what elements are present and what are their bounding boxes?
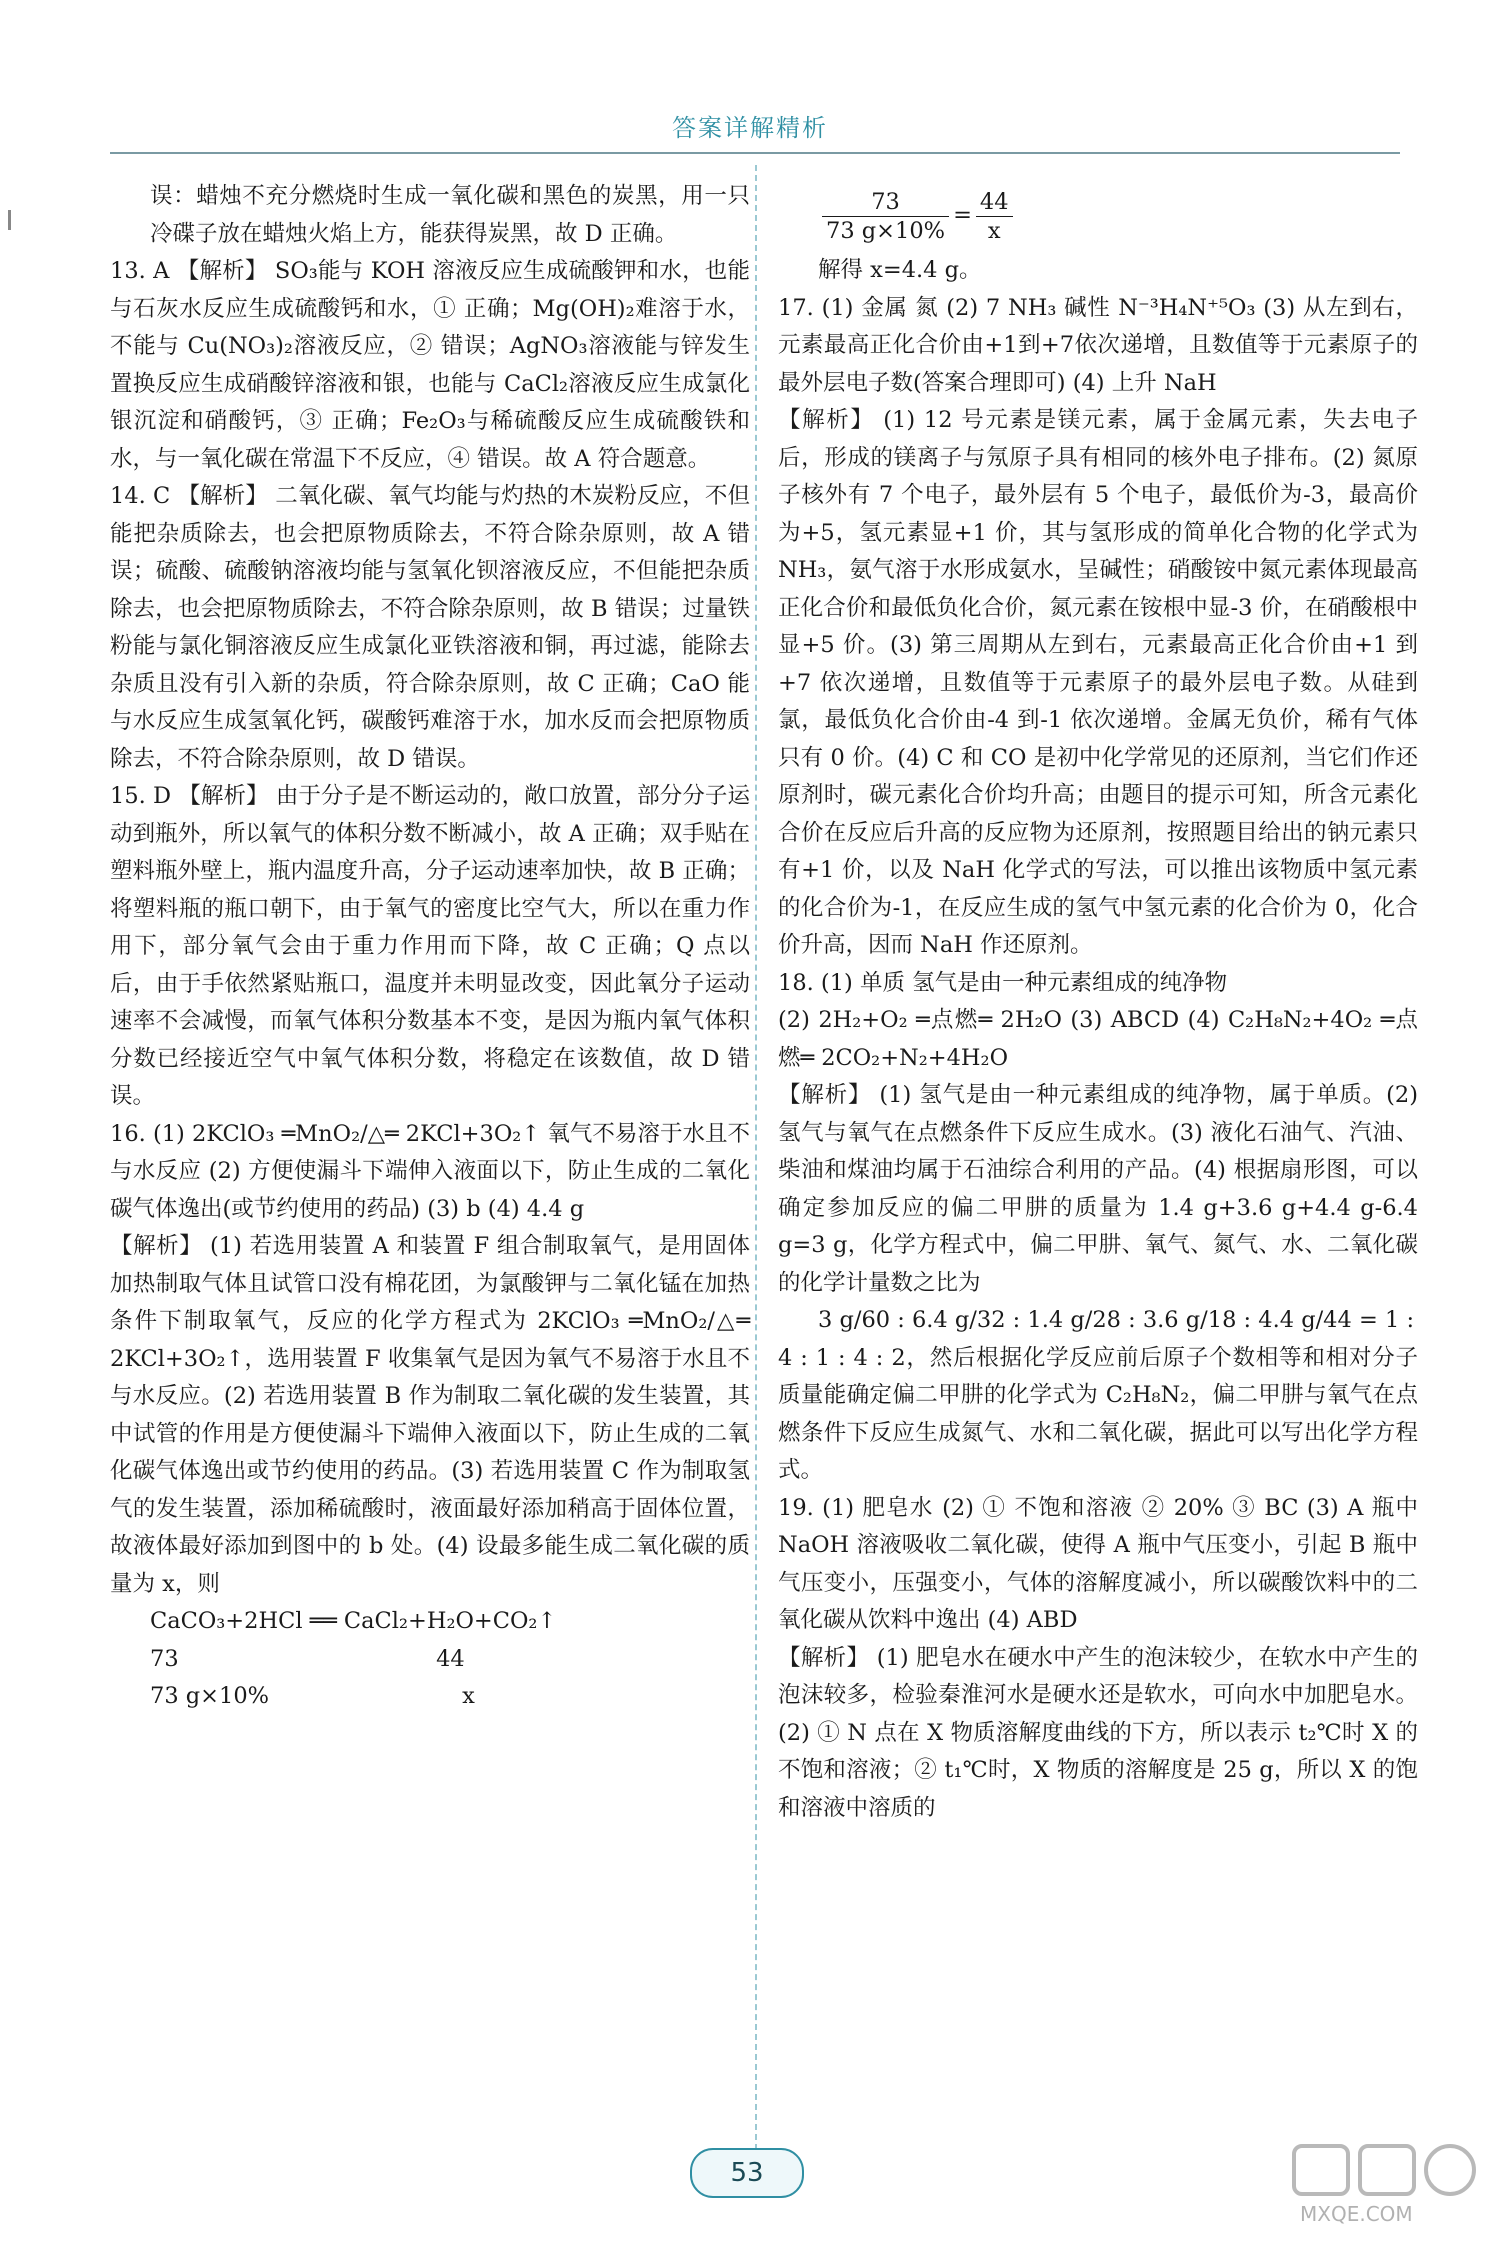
analysis-16: 【解析】 (1) 若选用装置 A 和装置 F 组合制取氧气，是用固体加热制取气体且试管口没有棉花团，为氯酸钾与二氧化锰在加热条件下制取氧气，反应的化学方程式为 2KClO₃ ═MnO₂/△═ 2KCl+3O₂↑，选用装置 F 收集氧气是因为氧气不易溶于水且不与水反应。(2) 若选用装置 B 作为制取二氧化碳的发生装置，其中试管的作用是方便使漏斗下端伸入液面以下，防止生成的二氧化碳气体逸出或节约使用的药品。(3) 若选用装置 C 作为制取氢气的发生装置，添加稀硫酸时，液面最好添加稍高于固体位置，故液体最好添加到图中的 b 处。(4) 设最多能生成二氧化碳的质量为 x，则 (110, 1233, 750, 1597)
equation-value-line: 73 g×10% x (150, 1683, 475, 1709)
answer-17: 17. (1) 金属 氮 (2) 7 NH₃ 碱性 N⁻³H₄N⁺⁵O₃ (3) 从左到右，元素最高正化合价由+1到+7依次递增，且数值等于元素原子的最外层电子数(答案合理即可) (4) 上升 NaH (778, 294, 1418, 396)
equation-mass-line: 73 44 (150, 1645, 465, 1672)
watermark-text: MXQE.COM (1300, 2202, 1413, 2226)
proportion-equation: $\frac{73}{73 g\times 10\%}$ = $\frac{44}{x}$ (778, 178, 1418, 252)
answer-19: 19. (1) 肥皂水 (2) ① 不饱和溶液 ② 20% ③ BC (3) A 瓶中 NaOH 溶液吸收二氧化碳，使得 A 瓶中气压变小，引起 B 瓶中气压变小，压强变小，气体的溶解度减小，所以碳酸饮料中的二氧化碳从饮料中逸出 (4) ABD (778, 1494, 1418, 1633)
page-header: 答案详解精析 (672, 114, 828, 142)
watermark-logo (1290, 2140, 1490, 2230)
fraction: $\frac{44}{x}$ (976, 188, 1013, 245)
answer-13: 13. A 【解析】 SO₃能与 KOH 溶液反应生成硫酸钾和水，也能与石灰水反应生成硫酸钙和水，① 正确；Mg(OH)₂难溶于水，不能与 Cu(NO₃)₂溶液反应，② 错误；AgNO₃溶液能与锌发生置换反应生成硝酸锌溶液和银，也能与 CaCl₂溶液反应生成氯化银沉淀和硝酸钙，③ 正确；Fe₂O₃与稀硫酸反应生成硫酸铁和水，与一氧化碳在常温下不反应，④ 错误。故 A 符合题意。 (110, 258, 750, 472)
equation-line: CaCO₃+2HCl ══ CaCl₂+H₂O+CO₂↑ (150, 1608, 557, 1634)
solve-line: 解得 x=4.4 g。 (818, 257, 982, 283)
header-rule (110, 152, 1400, 154)
answer-15: 15. D 【解析】 由于分子是不断运动的，敞口放置，部分分子运动到瓶外，所以氧气的体积分数不断减小，故 A 正确；双手贴在塑料瓶外壁上，瓶内温度升高，分子运动速率加快，故 B 正确；将塑料瓶的瓶口朝下，由于氧气的密度比空气大，所以在重力作用下，部分氧气会由于重力作用而下降，故 C 正确；Q 点以后，由于手依然紧贴瓶口，温度并未明显改变，因此氧分子运动速率不会减慢，而氧气体积分数基本不变，是因为瓶内氧气体积分数已经接近空气中氧气体积分数，将稳定在该数值，故 D 错误。 (110, 783, 750, 1109)
answer-16: 16. (1) 2KClO₃ ═MnO₂/△═ 2KCl+3O₂↑ 氧气不易溶于水且不与水反应 (2) 方便使漏斗下端伸入液面以下，防止生成的二氧化碳气体逸出(或节约使用的药品) (3) b (4) 4.4 g (110, 1120, 750, 1222)
watermark-icon (1290, 2140, 1490, 2200)
fraction: $\frac{73}{73 g\times 10\%}$ (822, 188, 949, 245)
answer-18: 18. (1) 单质 氢气是由一种元素组成的纯净物 (778, 969, 1228, 996)
column-divider (755, 165, 757, 2150)
analysis-18-cont: 4 : 1 : 4 : 2，然后根据化学反应前后原子个数相等和相对分子质量能确定偏二甲肼的化学式为 C₂H₈N₂，偏二甲肼与氧气在点燃条件下反应生成氮气、水和二氧化碳，据此可以写出化学方程式。 (778, 1344, 1418, 1483)
right-column (778, 178, 1418, 1827)
analysis-17: 【解析】 (1) 12 号元素是镁元素，属于金属元素，失去电子后，形成的镁离子与氖原子具有相同的核外电子排布。(2) 氮原子核外有 7 个电子，最外层有 5 个电子，最低价为-3，最高价为+5，氢元素显+1 价，其与氢形成的简单化合物的化学式为 NH₃，氨气溶于水形成氨水，呈碱性；硝酸铵中氮元素体现最高正化合价和最低负化合价，氮元素在铵根中显-3 价，在硝酸根中显+5 价。(3) 第三周期从左到右，元素最高正化合价由+1 到+7 依次递增，且数值等于元素原子的最外层电子数。从硅到氯，最低负化合价由-4 到-1 依次递增。金属无负价，稀有气体只有 0 价。(4) C 和 CO 是初中化学常见的还原剂，当它们作还原剂时，碳元素化合价均升高；由题目的提示可知，所含元素化合价在反应后升高的反应物为还原剂，按照题目给出的钠元素只有+1 价，以及 NaH 化学式的写法，可以推出该物质中氢元素的化合价为-1，在反应生成的氢气中氢元素的化合价为 0，化合价升高，因而 NaH 作还原剂。 (778, 407, 1418, 958)
analysis-19: 【解析】 (1) 肥皂水在硬水中产生的泡沫较少，在软水中产生的泡沫较多，检验秦淮河水是硬水还是软水，可向水中加肥皂水。(2) ① N 点在 X 物质溶解度曲线的下方，所以表示 t₂℃时 X 的不饱和溶液；② t₁℃时，X 物质的溶解度是 25 g，所以 X 的饱和溶液中溶质的 (778, 1644, 1418, 1821)
answer-14: 14. C 【解析】 二氧化碳、氧气均能与灼热的木炭粉反应，不但能把杂质除去，也会把原物质除去，不符合除杂原则，故 A 错误；硫酸、硫酸钠溶液均能与氢氧化钡溶液反应，不但能把杂质除去，也会把原物质除去，不符合除杂原则，故 B 错误；过量铁粉能与氯化铜溶液反应生成氯化亚铁溶液和铜，再过滤，能除去杂质且没有引入新的杂质，符合除杂原则，故 C 正确；CaO 能与水反应生成氢氧化钙，碳酸钙难溶于水，加水反而会把原物质除去，不符合除杂原则，故 D 错误。 (110, 483, 750, 772)
answer-18-equations: (2) 2H₂+O₂ ═点燃═ 2H₂O (3) ABCD (4) C₂H₈N₂+4O₂ ═点燃═ 2CO₂+N₂+4H₂O (778, 1007, 1418, 1071)
analysis-18: 【解析】 (1) 氢气是由一种元素组成的纯净物，属于单质。(2) 氢气与氧气在点燃条件下反应生成水。(3) 液化石油气、汽油、柴油和煤油均属于石油综合利用的产品。(4) 根据扇形图，可以确定参加反应的偏二甲肼的质量为 1.4 g+3.6 g+4.4 g-6.4 g=3 g，化学方程式中，偏二甲肼、氧气、氮气、水、二氧化碳的化学计量数之比为 (778, 1082, 1418, 1296)
ratio-line: 3 g/60 : 6.4 g/32 : 1.4 g/28 : 3.6 g/18 : 4.4 g/44 = 1 : (818, 1307, 1415, 1333)
scan-mark (8, 210, 11, 230)
page-number: 53 (690, 2148, 804, 2198)
text-paragraph: 误：蜡烛不充分燃烧时生成一氧化碳和黑色的炭黑，用一只冷碟子放在蜡烛火焰上方，能获得炭黑，故 D 正确。 (150, 183, 750, 247)
left-column (110, 178, 750, 1716)
